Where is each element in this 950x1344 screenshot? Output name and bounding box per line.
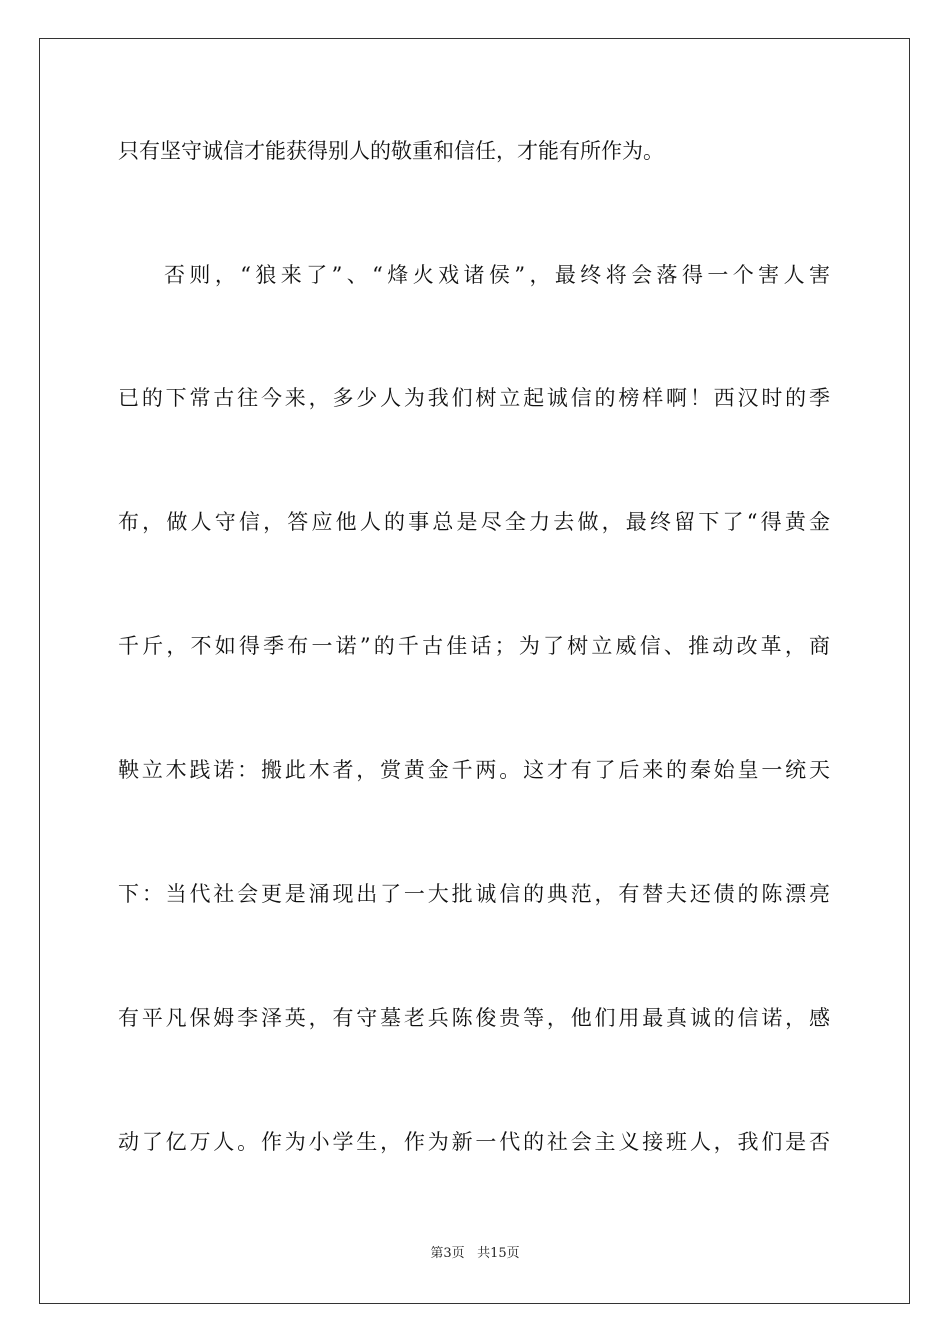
page-frame (39, 38, 910, 1304)
text-line-9: 动了亿万人。作为小学生，作为新一代的社会主义接班人，我们是否 (118, 1130, 830, 1154)
text-line-2: 否则，“狼来了”、“烽火戏诸侯”，最终将会落得一个害人害 (164, 263, 830, 287)
text-line-7: 下：当代社会更是涌现出了一大批诚信的典范，有替夫还债的陈漂亮 (118, 882, 830, 906)
text-line-5: 千斤，不如得季布一诺”的千古佳话；为了树立威信、推动改革，商 (118, 634, 830, 658)
text-line-1: 只有坚守诚信才能获得别人的敬重和信任，才能有所作为。 (118, 139, 664, 163)
page-footer (0, 1244, 950, 1264)
text-line-3: 已的下常古往今来，多少人为我们树立起诚信的榜样啊！西汉时的季 (118, 386, 830, 410)
text-line-6: 鞅立木践诺：搬此木者，赏黄金千两。这才有了后来的秦始皇一统天 (118, 758, 830, 782)
text-line-8: 有平凡保姆李泽英，有守墓老兵陈俊贵等，他们用最真诚的信诺，感 (118, 1006, 830, 1030)
page-number: 第3页 (430, 1246, 465, 1261)
text-line-4: 布，做人守信，答应他人的事总是尽全力去做，最终留下了“得黄金 (118, 510, 830, 534)
page-total: 共15页 (477, 1246, 520, 1261)
